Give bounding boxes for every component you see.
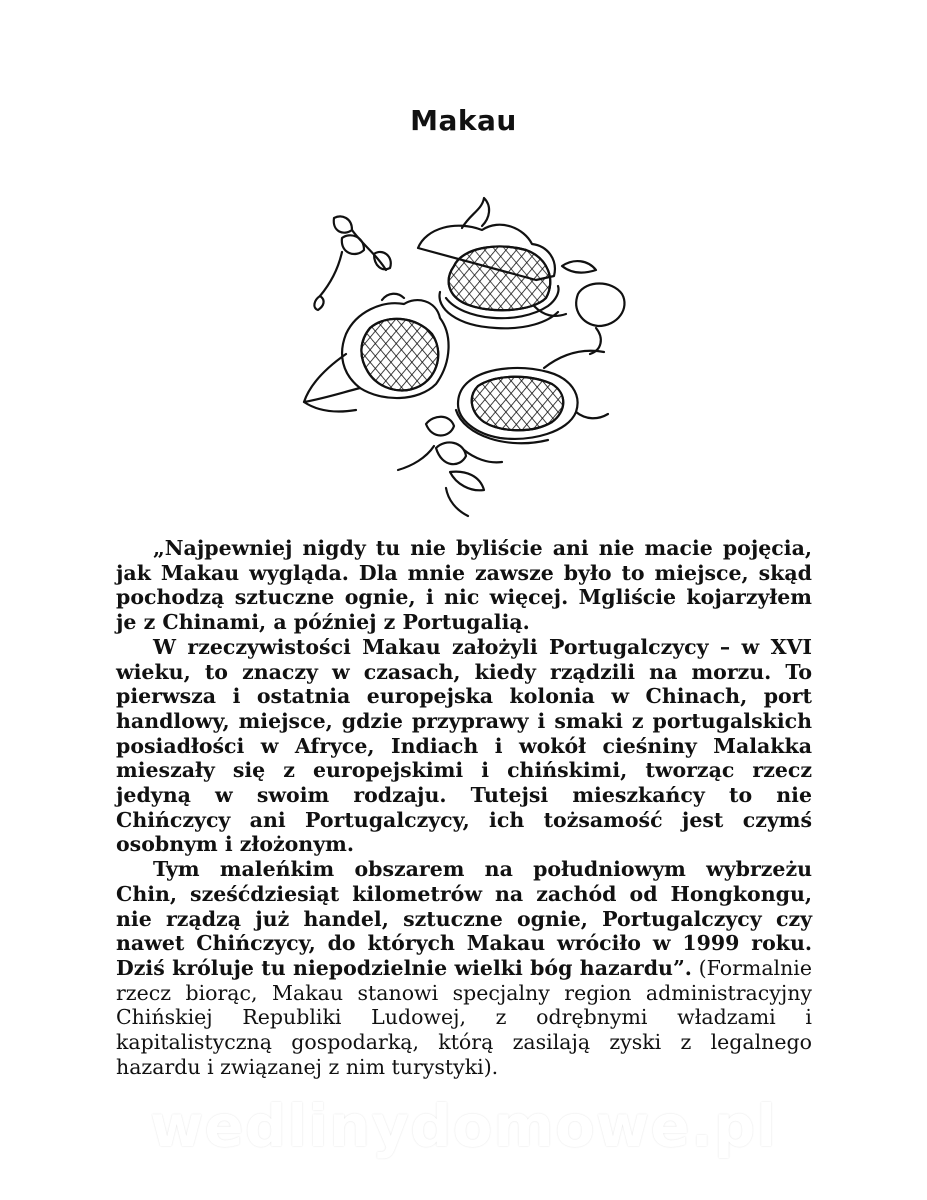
paragraph-3-normal: (Formalnie rzecz biorąc, Makau stanowi specjalny region administracyjny Chińskiej Republiki Ludowej, z odrębnymi władzami i kapitalistyczną gospodarką, którą zasilają zyski z legalnego hazardu i związanej z nim turystyki). [116,955,812,1079]
paragraph-1 [116,536,812,635]
paragraph-2 [116,635,812,857]
pastry-top [418,198,566,328]
paragraph-3-bold: Tym maleńkim obszarem na południowym wybrzeżu Chin, sześćdziesiąt kilometrów na zachód od Hongkongu, nie rządzą już handel, sztuczne ognie, Portugalczycy czy nawet Chińczycy, do których Makau wróciło w 1999 roku. Dziś króluje tu niepodzielnie wielki bóg hazardu”. [116,857,812,980]
macanese-pastries-icon [286,188,640,528]
pastry-bottom [456,351,608,443]
paragraph-2-bold: W rzeczywistości Makau założyli Portugalczycy – w XVI wieku, to znaczy w czasach, kiedy rządzili na morzu. To pierwsza i ostatnia europejska kolonia w Chinach, port handlowy, miejsce, gdzie przyprawy i smaki z portugalskich posiadłości w Afryce, Indiach i wokół cieśniny Malakka mieszały się z europejskimi i chińskimi, tworząc rzecz jedyną w swoim rodzaju. Tutejsi mieszkańcy to nie Chińczycy ani Portugalczycy, ich tożsamość jest czymś osobnym i złożonym. [116,634,812,857]
page-title: Makau [410,104,517,137]
watermark: wedlinydomowe.pl [149,1092,778,1160]
body-text [116,536,812,1079]
paragraph-3 [116,857,812,1079]
pastry-left [304,294,449,412]
paragraph-1-bold: „Najpewniej nigdy tu nie byliście ani nie macie pojęcia, jak Makau wygląda. Dla mnie zawsze było to miejsce, skąd pochodzą sztuczne ognie, i nic więcej. Mgliście kojarzyłem je z Chinami, a później z Portugalią. [116,536,812,635]
